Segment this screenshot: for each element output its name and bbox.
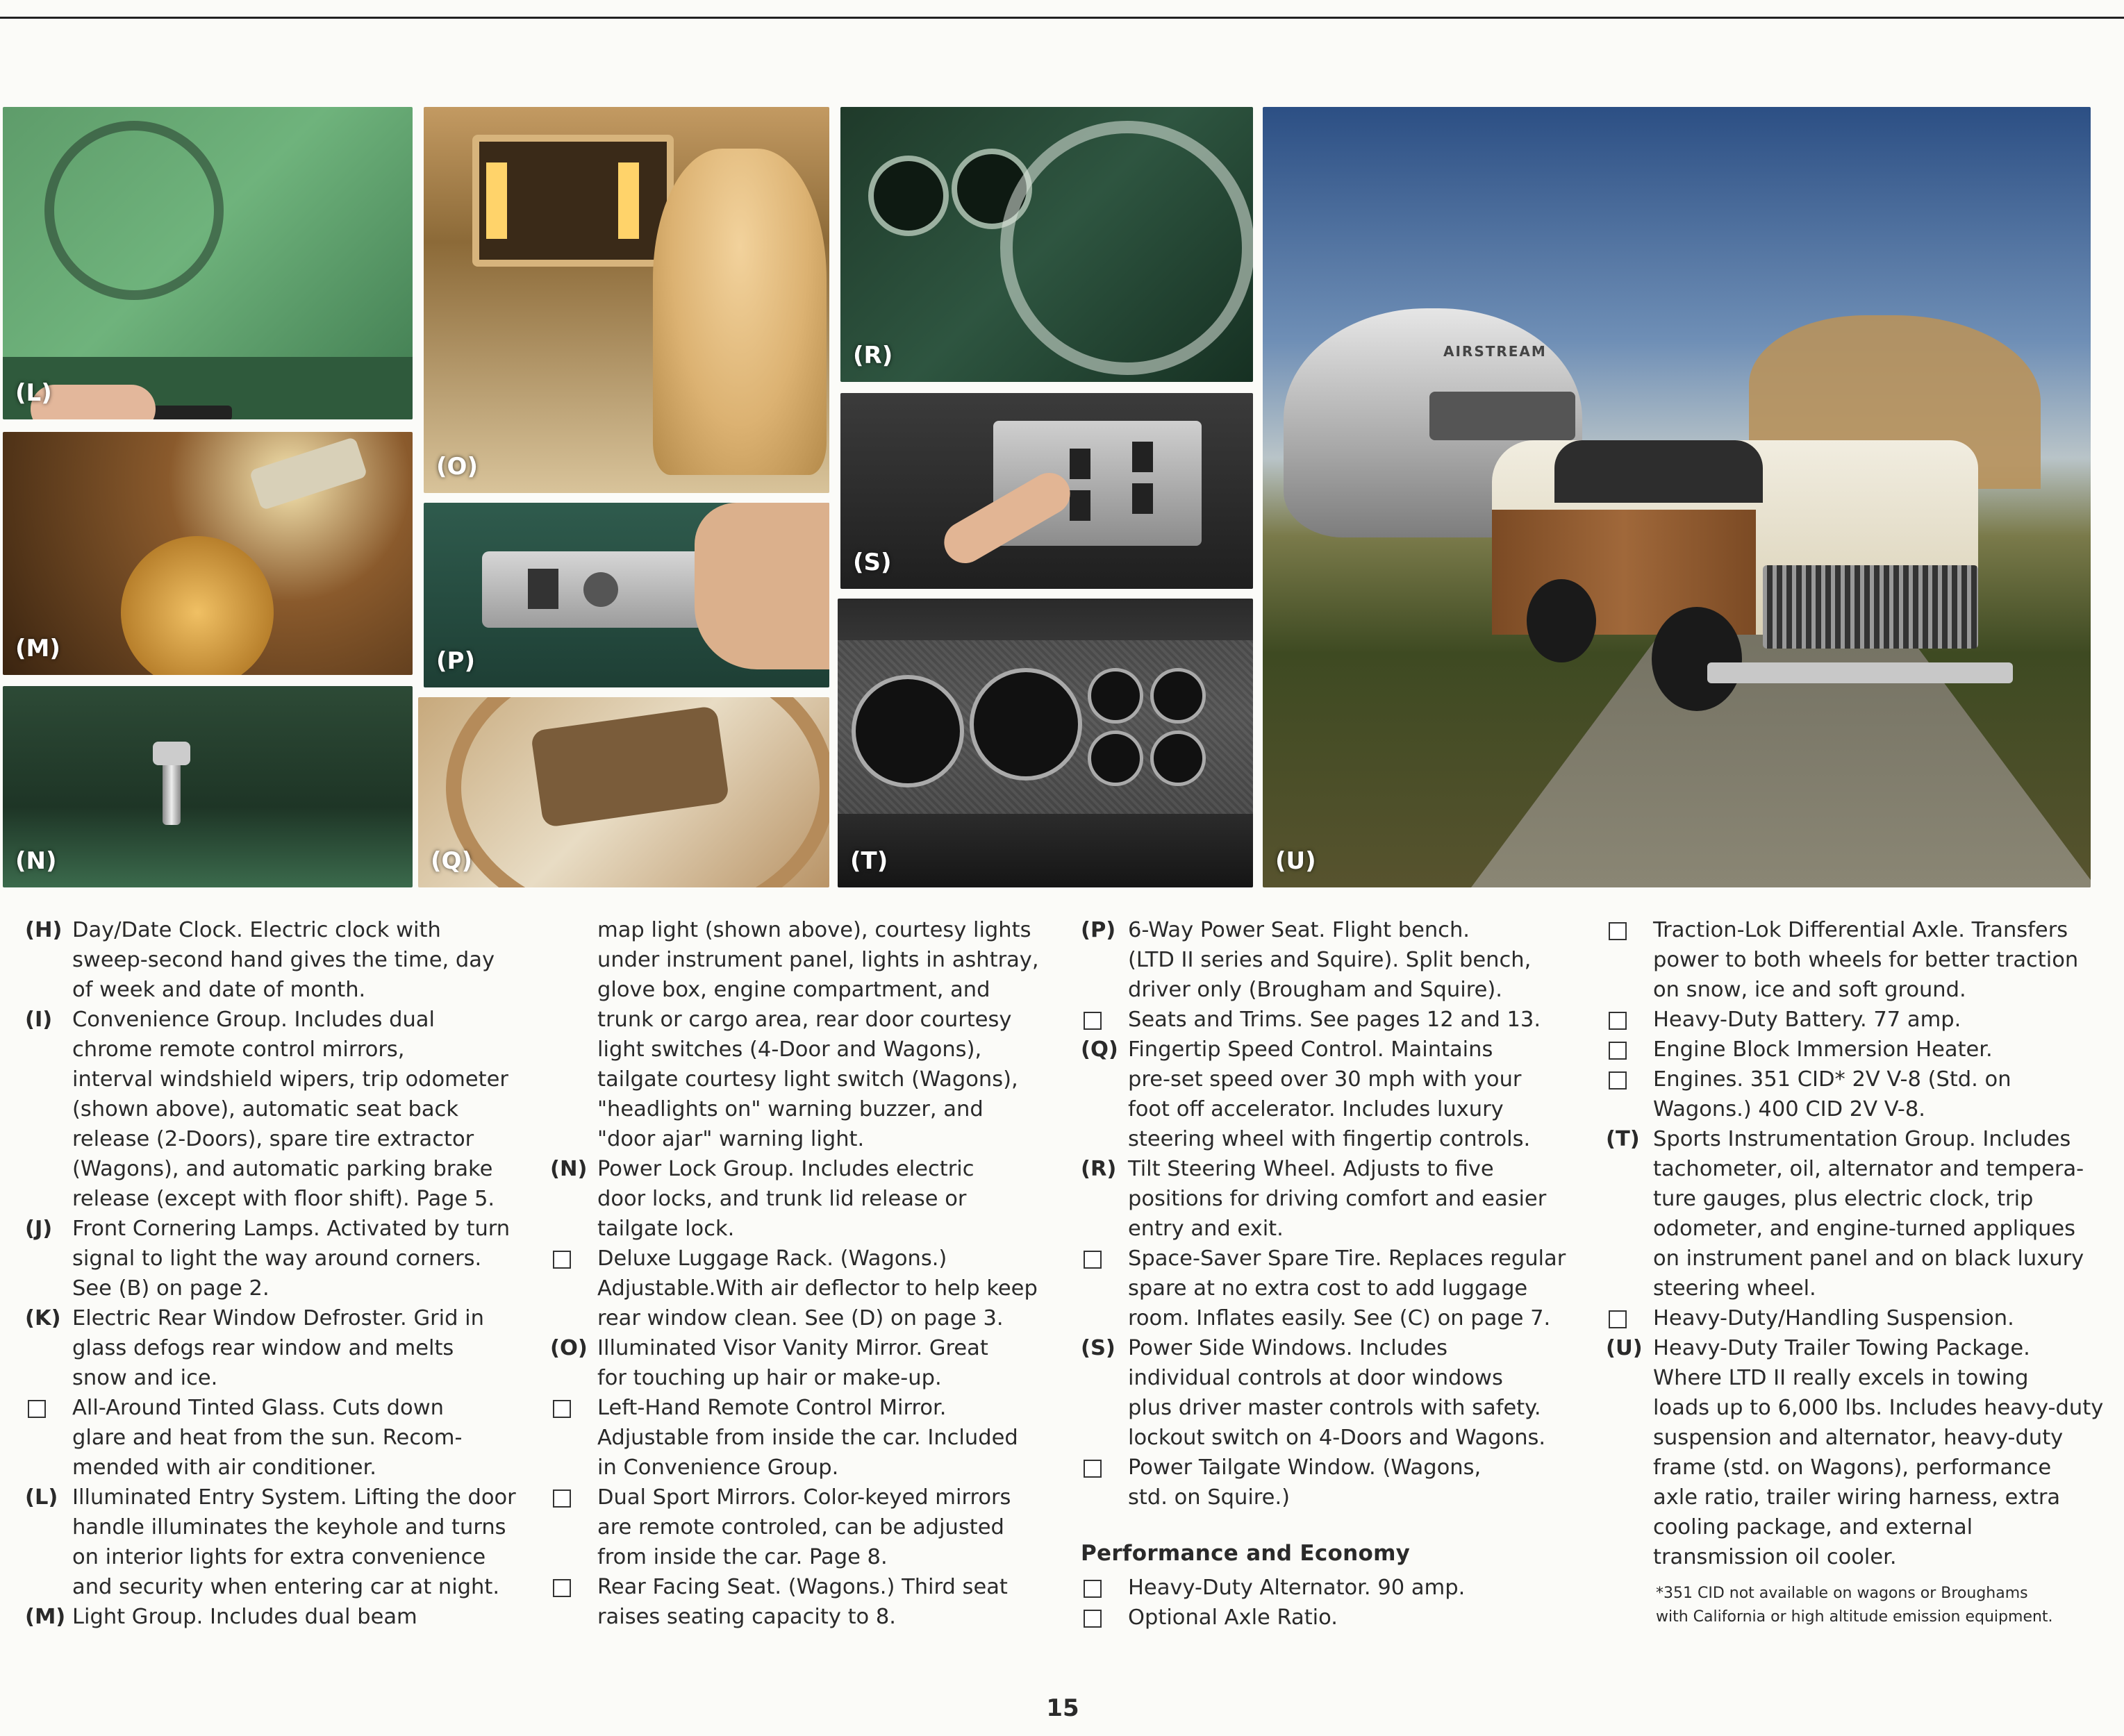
col3-entries <box>1081 915 1588 1512</box>
option-text-line: power to both wheels for better traction <box>1653 948 2079 972</box>
option-letter-label: (P) <box>1081 918 1116 942</box>
photo-label-l: (L) <box>15 379 52 407</box>
option-checkbox <box>553 1251 571 1269</box>
photo-label-p: (P) <box>436 647 475 675</box>
option-letter-label: (O) <box>550 1336 588 1360</box>
option-text-line: "headlights on" warning buzzer, and <box>597 1097 984 1121</box>
option-text-line: Fingertip Speed Control. Maintains <box>1128 1037 1493 1062</box>
option-text-line: under instrument panel, lights in ashtray, <box>597 948 1039 972</box>
option-text-line: tailgate courtesy light switch (Wagons), <box>597 1067 1018 1092</box>
option-text-line: 6-Way Power Seat. Flight bench. <box>1128 918 1470 942</box>
option-entry <box>550 1244 1050 1333</box>
option-text-line: steering wheel. <box>1653 1276 1816 1301</box>
option-checkbox <box>1609 922 1627 940</box>
option-text-line: snow and ice. <box>72 1366 218 1390</box>
option-entry <box>25 1483 525 1602</box>
option-text-line: pre-set speed over 30 mph with your <box>1128 1067 1522 1092</box>
option-text-line: Power Side Windows. Includes <box>1128 1336 1448 1360</box>
option-text-line: tailgate lock. <box>597 1217 735 1241</box>
option-entry <box>1606 1065 2120 1124</box>
option-text-line: plus driver master controls with safety. <box>1128 1396 1541 1420</box>
photo-label-m: (M) <box>15 635 60 662</box>
option-text-line: Seats and Trims. See pages 12 and 13. <box>1128 1008 1541 1032</box>
option-text-line: foot off accelerator. Includes luxury <box>1128 1097 1504 1121</box>
option-text-line: Traction-Lok Differential Axle. Transfers <box>1653 918 2068 942</box>
option-text-line: Where LTD II really excels in towing <box>1653 1366 2029 1390</box>
photo-r-tilt-wheel <box>840 107 1253 382</box>
option-text-line: suspension and alternator, heavy-duty <box>1653 1426 2064 1450</box>
option-text-line: Heavy-Duty Trailer Towing Package. <box>1653 1336 2030 1360</box>
option-entry <box>1606 1303 2120 1333</box>
option-text-line: transmission oil cooler. <box>1653 1545 1897 1569</box>
photo-label-n: (N) <box>15 847 57 875</box>
option-letter-label: (T) <box>1606 1127 1640 1151</box>
text-column-2 <box>550 915 1050 1632</box>
option-entry <box>25 1393 525 1483</box>
option-text-line: All-Around Tinted Glass. Cuts down <box>72 1396 444 1420</box>
option-text-line: loads up to 6,000 lbs. Includes heavy-duty <box>1653 1396 2104 1420</box>
option-letter-label: (H) <box>25 918 63 942</box>
option-text-line: Optional Axle Ratio. <box>1128 1605 1338 1630</box>
photo-label-t: (T) <box>850 847 888 875</box>
option-text-line: handle illuminates the keyhole and turns <box>72 1515 506 1539</box>
section-heading-performance: Performance and Economy <box>1081 1541 1411 1566</box>
option-text-line: Power Tailgate Window. (Wagons, <box>1128 1455 1482 1480</box>
option-entry <box>1081 1573 1588 1603</box>
option-entry <box>25 1602 525 1632</box>
option-text-line: Engine Block Immersion Heater. <box>1653 1037 1993 1062</box>
photo-o-vanity-mirror <box>424 107 829 493</box>
option-letter-label: (R) <box>1081 1157 1117 1181</box>
option-entry <box>550 1393 1050 1483</box>
col3-section-entries <box>1081 1573 1588 1633</box>
option-text-line: Heavy-Duty Battery. 77 amp. <box>1653 1008 1961 1032</box>
option-entry <box>1606 1333 2120 1572</box>
text-column-4 <box>1606 915 2120 1629</box>
option-text-line: trunk or cargo area, rear door courtesy <box>597 1008 1012 1032</box>
option-checkbox <box>1084 1460 1102 1478</box>
option-letter-label: (S) <box>1081 1336 1115 1360</box>
option-text-line: Electric Rear Window Defroster. Grid in <box>72 1306 484 1330</box>
option-checkbox <box>1084 1012 1102 1030</box>
option-text-line: Adjustable.With air deflector to help keep <box>597 1276 1038 1301</box>
top-rule <box>0 17 2124 19</box>
option-text-line: are remote controled, can be adjusted <box>597 1515 1004 1539</box>
option-letter-label: (K) <box>25 1306 61 1330</box>
photo-p-power-seat <box>424 503 829 687</box>
option-text-line: and security when entering car at night. <box>72 1575 500 1599</box>
photo-label-q: (Q) <box>431 847 472 875</box>
option-text-line: (Wagons), and automatic parking brake <box>72 1157 493 1181</box>
option-text-line: signal to light the way around corners. <box>72 1246 482 1271</box>
option-text-line: Heavy-Duty/Handling Suspension. <box>1653 1306 2014 1330</box>
option-letter-label: (N) <box>550 1157 588 1181</box>
option-letter-label: (J) <box>25 1217 53 1241</box>
photo-t-sports-instrumentation <box>838 599 1253 887</box>
option-entry <box>1081 1333 1588 1453</box>
photo-label-s: (S) <box>853 549 892 576</box>
option-text-line: Wagons.) 400 CID 2V V-8. <box>1653 1097 1925 1121</box>
option-text-line: release (except with floor shift). Page 5. <box>72 1187 495 1211</box>
option-entry <box>1081 1603 1588 1633</box>
option-text-line: interval windshield wipers, trip odometer <box>72 1067 508 1092</box>
option-text-line: steering wheel with fingertip controls. <box>1128 1127 1531 1151</box>
option-text-line: of week and date of month. <box>72 978 366 1002</box>
option-text-line: entry and exit. <box>1128 1217 1284 1241</box>
trailer-badge: AIRSTREAM <box>1443 343 1547 360</box>
option-entry <box>550 1154 1050 1244</box>
option-checkbox <box>553 1489 571 1508</box>
option-text-line: glare and heat from the sun. Recom- <box>72 1426 463 1450</box>
option-entry <box>25 915 525 1005</box>
option-text-line: glove box, engine compartment, and <box>597 978 990 1002</box>
option-text-line: Deluxe Luggage Rack. (Wagons.) <box>597 1246 947 1271</box>
option-checkbox <box>1609 1071 1627 1090</box>
option-entry <box>550 1572 1050 1632</box>
option-text-line: Dual Sport Mirrors. Color-keyed mirrors <box>597 1485 1011 1510</box>
option-entry <box>1081 1035 1588 1154</box>
option-entry <box>1081 1244 1588 1333</box>
option-letter-label: (I) <box>25 1008 53 1032</box>
option-text-line: Tilt Steering Wheel. Adjusts to five <box>1128 1157 1494 1181</box>
option-entry <box>25 1005 525 1214</box>
option-entry <box>1606 915 2120 1005</box>
option-entry <box>25 1214 525 1303</box>
option-text-line: chrome remote control mirrors, <box>72 1037 405 1062</box>
option-text-line: Space-Saver Spare Tire. Replaces regular <box>1128 1246 1566 1271</box>
option-text-line: Light Group. Includes dual beam <box>72 1605 417 1629</box>
photo-n-power-lock <box>3 686 413 887</box>
option-entry <box>550 915 1050 1154</box>
option-entry <box>1081 915 1588 1005</box>
option-text-line: Day/Date Clock. Electric clock with <box>72 918 441 942</box>
option-entry <box>1606 1035 2120 1065</box>
option-checkbox <box>1084 1251 1102 1269</box>
option-text-line: light switches (4-Door and Wagons), <box>597 1037 982 1062</box>
option-text-line: Adjustable from inside the car. Included <box>597 1426 1018 1450</box>
option-text-line: individual controls at door windows <box>1128 1366 1503 1390</box>
option-text-line: on snow, ice and soft ground. <box>1653 978 1966 1002</box>
option-text-line: Rear Facing Seat. (Wagons.) Third seat <box>597 1575 1008 1599</box>
option-text-line: tachometer, oil, alternator and tempera- <box>1653 1157 2084 1181</box>
option-entry <box>1081 1154 1588 1244</box>
option-text-line: glass defogs rear window and melts <box>72 1336 454 1360</box>
option-text-line: raises seating capacity to 8. <box>597 1605 896 1629</box>
option-checkbox <box>1084 1580 1102 1598</box>
footnote-line-2: with California or high altitude emission equipment. <box>1656 1608 2053 1626</box>
option-checkbox <box>1609 1012 1627 1030</box>
option-text-line: sweep-second hand gives the time, day <box>72 948 495 972</box>
col4-entries <box>1606 915 2120 1572</box>
footnote <box>1606 1582 2120 1629</box>
option-text-line: spare at no extra cost to add luggage <box>1128 1276 1528 1301</box>
option-text-line: Heavy-Duty Alternator. 90 amp. <box>1128 1576 1466 1600</box>
option-checkbox <box>1609 1042 1627 1060</box>
option-text-line: "door ajar" warning light. <box>597 1127 865 1151</box>
option-text-line: Illuminated Entry System. Lifting the door <box>72 1485 516 1510</box>
option-text-line: in Convenience Group. <box>597 1455 839 1480</box>
option-text-line: on instrument panel and on black luxury <box>1653 1246 2084 1271</box>
option-text-line: Front Cornering Lamps. Activated by turn <box>72 1217 511 1241</box>
option-text-line: mended with air conditioner. <box>72 1455 377 1480</box>
option-text-line: lockout switch on 4-Doors and Wagons. <box>1128 1426 1546 1450</box>
option-text-line: std. on Squire.) <box>1128 1485 1291 1510</box>
text-column-1 <box>25 915 525 1632</box>
option-text-line: map light (shown above), courtesy lights <box>597 918 1031 942</box>
option-entry <box>1081 1453 1588 1512</box>
option-letter-label: (U) <box>1606 1336 1643 1360</box>
text-column-3 <box>1081 915 1588 1633</box>
option-text-line: frame (std. on Wagons), performance <box>1653 1455 2052 1480</box>
footnote-line-1: *351 CID not available on wagons or Broughams <box>1656 1585 2028 1602</box>
option-letter-label: (L) <box>25 1485 58 1510</box>
option-text-line: See (B) on page 2. <box>72 1276 269 1301</box>
option-entry <box>550 1333 1050 1393</box>
photo-u-trailer-towing <box>1263 107 2091 887</box>
option-entry <box>1606 1124 2120 1303</box>
option-text-line: positions for driving comfort and easier <box>1128 1187 1547 1211</box>
option-text-line: rear window clean. See (D) on page 3. <box>597 1306 1004 1330</box>
option-letter-label: (M) <box>25 1605 66 1629</box>
option-text-line: door locks, and trunk lid release or <box>597 1187 967 1211</box>
option-text-line: ture gauges, plus electric clock, trip <box>1653 1187 2034 1211</box>
option-text-line: Engines. 351 CID* 2V V-8 (Std. on <box>1653 1067 2011 1092</box>
option-checkbox <box>553 1579 571 1597</box>
option-text-line: (shown above), automatic seat back <box>72 1097 458 1121</box>
option-text-line: Left-Hand Remote Control Mirror. <box>597 1396 947 1420</box>
option-text-line: odometer, and engine-turned appliques <box>1653 1217 2076 1241</box>
option-text-line: cooling package, and external <box>1653 1515 1973 1539</box>
photo-label-o: (O) <box>436 453 478 481</box>
option-text-line: driver only (Brougham and Squire). <box>1128 978 1502 1002</box>
photo-q-speed-control <box>418 697 829 887</box>
option-entry <box>1606 1005 2120 1035</box>
option-text-line: axle ratio, trailer wiring harness, extra <box>1653 1485 2061 1510</box>
photo-label-r: (R) <box>853 342 893 369</box>
option-text-line: (LTD II series and Squire). Split bench, <box>1128 948 1532 972</box>
option-text-line: for touching up hair or make-up. <box>597 1366 942 1390</box>
option-text-line: from inside the car. Page 8. <box>597 1545 888 1569</box>
option-checkbox <box>1609 1310 1627 1328</box>
option-checkbox <box>1084 1610 1102 1628</box>
photo-l-entry-system <box>3 107 413 419</box>
photo-label-u: (U) <box>1275 847 1316 875</box>
photo-m-light-group <box>3 432 413 675</box>
page-number: 15 <box>1046 1694 1079 1722</box>
option-text-line: room. Inflates easily. See (C) on page 7. <box>1128 1306 1551 1330</box>
option-letter-label: (Q) <box>1081 1037 1118 1062</box>
option-text-line: Sports Instrumentation Group. Includes <box>1653 1127 2071 1151</box>
photo-s-power-windows <box>840 393 1253 589</box>
option-entry <box>1081 1005 1588 1035</box>
option-text-line: Power Lock Group. Includes electric <box>597 1157 974 1181</box>
option-checkbox <box>553 1400 571 1418</box>
option-checkbox <box>28 1400 46 1418</box>
option-entry <box>25 1303 525 1393</box>
option-text-line: release (2-Doors), spare tire extractor <box>72 1127 474 1151</box>
option-entry <box>550 1483 1050 1572</box>
option-text-line: on interior lights for extra convenience <box>72 1545 486 1569</box>
option-text-line: Convenience Group. Includes dual <box>72 1008 435 1032</box>
option-text-line: Illuminated Visor Vanity Mirror. Great <box>597 1336 988 1360</box>
